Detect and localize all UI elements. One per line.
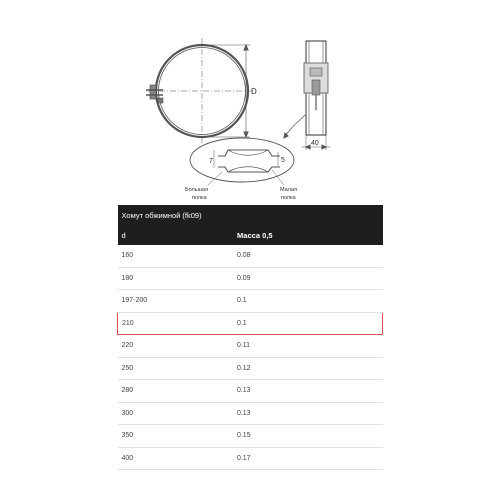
cell-d: 400 bbox=[118, 447, 233, 470]
cell-d: 300 bbox=[118, 402, 233, 425]
cell-d: 220 bbox=[118, 335, 233, 358]
cell-d: 197-200 bbox=[118, 290, 233, 313]
table-title-row bbox=[118, 205, 383, 225]
table-row bbox=[118, 402, 383, 425]
detail-leader bbox=[284, 115, 305, 138]
large-flange-label-line2: полка bbox=[192, 195, 207, 201]
cell-mass: 0.12 bbox=[233, 357, 383, 380]
small-flange-dimension: 5 bbox=[281, 157, 285, 164]
table-title: Хомут обжимной (fk09) bbox=[118, 205, 383, 225]
cell-d: 160 bbox=[118, 245, 233, 267]
column-header-mass: Масса 0,5 bbox=[233, 225, 383, 245]
table-row bbox=[118, 335, 383, 358]
cell-mass: 0.1 bbox=[233, 312, 383, 335]
cell-mass: 0.1 bbox=[233, 290, 383, 313]
cell-mass: 0.13 bbox=[233, 380, 383, 403]
table-header-row bbox=[118, 225, 383, 245]
cell-mass: 0.08 bbox=[233, 245, 383, 267]
cell-d: 350 bbox=[118, 425, 233, 448]
table-row bbox=[118, 245, 383, 267]
small-flange-label-line2: полка bbox=[281, 195, 296, 201]
table-row bbox=[118, 290, 383, 313]
cell-d: 280 bbox=[118, 380, 233, 403]
table-row bbox=[118, 267, 383, 290]
table-row bbox=[118, 425, 383, 448]
cell-mass: 0.17 bbox=[233, 447, 383, 470]
cell-d: 250 bbox=[118, 357, 233, 380]
large-flange-label-line1: Большая bbox=[185, 187, 209, 193]
diameter-dimension-label: D bbox=[251, 87, 257, 96]
profile-detail bbox=[190, 138, 294, 185]
small-flange-label-line1: Малая bbox=[280, 187, 297, 193]
clamp-technical-drawing bbox=[0, 0, 500, 210]
width-dimension-label: 40 bbox=[311, 140, 319, 147]
clamp-side-view bbox=[302, 41, 330, 150]
specification-table bbox=[117, 205, 383, 470]
cell-d: 210 bbox=[118, 312, 233, 335]
column-header-d: d bbox=[118, 225, 233, 245]
clamp-front-view bbox=[146, 38, 256, 144]
cell-mass: 0.13 bbox=[233, 402, 383, 425]
table-row bbox=[118, 380, 383, 403]
cell-d: 180 bbox=[118, 267, 233, 290]
table-row-highlighted bbox=[118, 312, 383, 335]
table-row bbox=[118, 357, 383, 380]
large-flange-dimension: 7 bbox=[209, 158, 213, 165]
cell-mass: 0.11 bbox=[233, 335, 383, 358]
cell-mass: 0.09 bbox=[233, 267, 383, 290]
cell-mass: 0.15 bbox=[233, 425, 383, 448]
table-row bbox=[118, 447, 383, 470]
